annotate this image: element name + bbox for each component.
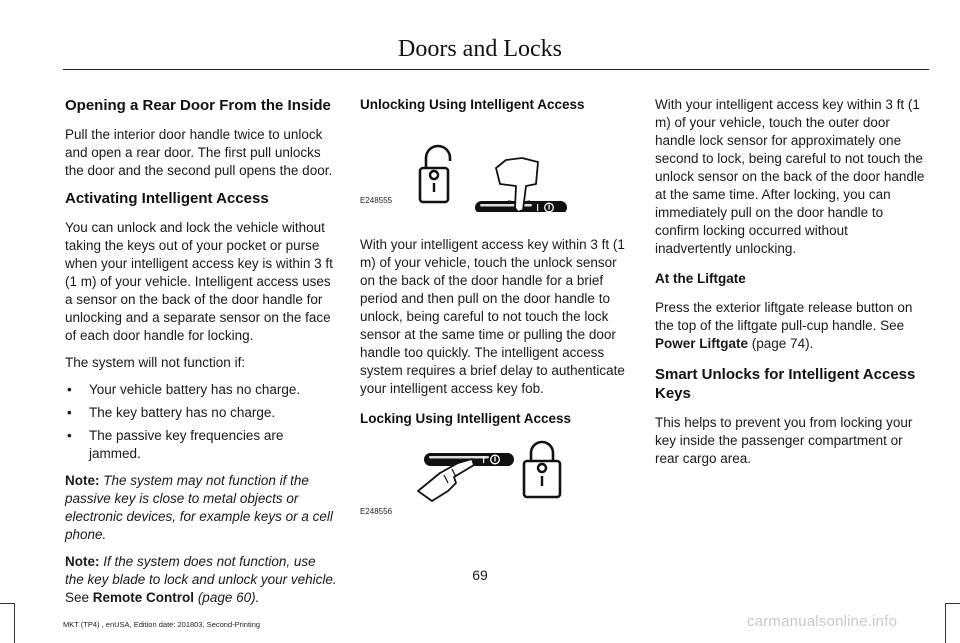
column-middle (360, 96, 632, 533)
header-divider (63, 69, 929, 70)
watermark: carmanualsonline.info (747, 613, 898, 630)
heading-smart-unlocks: Smart Unlocks for Intelligent Access Keys (655, 366, 916, 402)
page-number: 69 (472, 567, 488, 583)
paragraph-unlocking: With your intelligent access key within 3 ft (1 m) of your vehicle, touch the unlock sensor on the back of the door handle for a brief period and then pull on the door handle to unlock, being careful to not touch the lock sensor at the same time or pulling the door handle too quickly. The intelligent access system requires a brief delay to authenticate your intelligent access key fob. (360, 237, 625, 396)
page-header-title: Doors and Locks (398, 36, 562, 62)
heading-unlocking: Unlocking Using Intelligent Access (360, 97, 585, 112)
figure-code: E248555 (360, 196, 393, 205)
see-label: See (65, 590, 90, 605)
paragraph-system: The system will not function if: (65, 355, 246, 370)
figure-locking (360, 439, 632, 523)
link-power-liftgate[interactable]: Power Liftgate (655, 336, 749, 351)
heading-locking: Locking Using Intelligent Access (360, 411, 572, 426)
unlocked-padlock-icon (420, 146, 450, 202)
link-remote-control[interactable]: Remote Control (92, 590, 195, 605)
heading-rear-door: Opening a Rear Door From the Inside (65, 97, 331, 114)
bullet-list (65, 381, 337, 463)
locking-illustration (360, 439, 632, 523)
column-left (65, 96, 337, 616)
crop-mark (0, 603, 14, 604)
page-reference: (page 60). (197, 590, 260, 605)
paragraph-liftgate (655, 299, 927, 353)
paragraph-activating: You can unlock and lock the vehicle without taking the keys out of your pocket or purse when your intelligent access key is within 3 ft (1 m) of your vehicle. Intelligent access uses a sensor on the back of the door handle for unlocking and a separate sensor on the face of each door handle for locking. (65, 220, 333, 343)
figure-unlocking (360, 128, 632, 212)
page-reference: (page 74). (751, 336, 814, 351)
note-metal-objects (65, 472, 337, 544)
crop-mark (945, 603, 946, 643)
note-text: If the system does not function, use the key blade to lock and unlock your vehicle. (65, 554, 337, 587)
note-label: Note: (65, 554, 100, 569)
figure-code: E248556 (360, 507, 393, 516)
edition-footer: MKT (TP4) , enUSA, Edition date: 201803, Second-Printing (63, 620, 261, 629)
crop-mark (14, 603, 15, 643)
list-item: • Your vehicle battery has no charge. (65, 381, 337, 399)
crop-mark (946, 603, 960, 604)
heading-liftgate: At the Liftgate (655, 271, 746, 286)
liftgate-text: Press the exterior liftgate release button on the top of the liftgate pull-cup handle. (655, 300, 913, 333)
note-label: Note: (65, 473, 100, 488)
paragraph-locking: With your intelligent access key within 3 ft (1 m) of your vehicle, touch the outer door handle lock sensor for approximately one second to lock, being careful to not touch the unlock sensor on the back of the door handle at the same time. After locking, you can immediately pull on the door handle to confirm locking occurred without inadvertently unlocking. (655, 97, 925, 256)
list-item: • The key battery has no charge. (65, 404, 337, 422)
see-label: See (880, 318, 905, 333)
locked-padlock-icon (524, 442, 560, 497)
list-item: • The passive key frequencies are jammed. (65, 427, 337, 463)
unlocking-illustration (360, 128, 632, 212)
heading-activating: Activating Intelligent Access (65, 190, 269, 207)
column-right (655, 96, 927, 477)
note-text: The system may not function if the passive key is close to metal objects or electronic devices, for example keys or a cell phone. (65, 473, 333, 542)
paragraph-rear-door: Pull the interior door handle twice to unlock and open a rear door. The first pull unlocks the door and the second pull opens the door. (65, 127, 333, 178)
paragraph-smart-unlocks: This helps to prevent you from locking your key inside the passenger compartment or rear cargo area. (655, 415, 913, 466)
